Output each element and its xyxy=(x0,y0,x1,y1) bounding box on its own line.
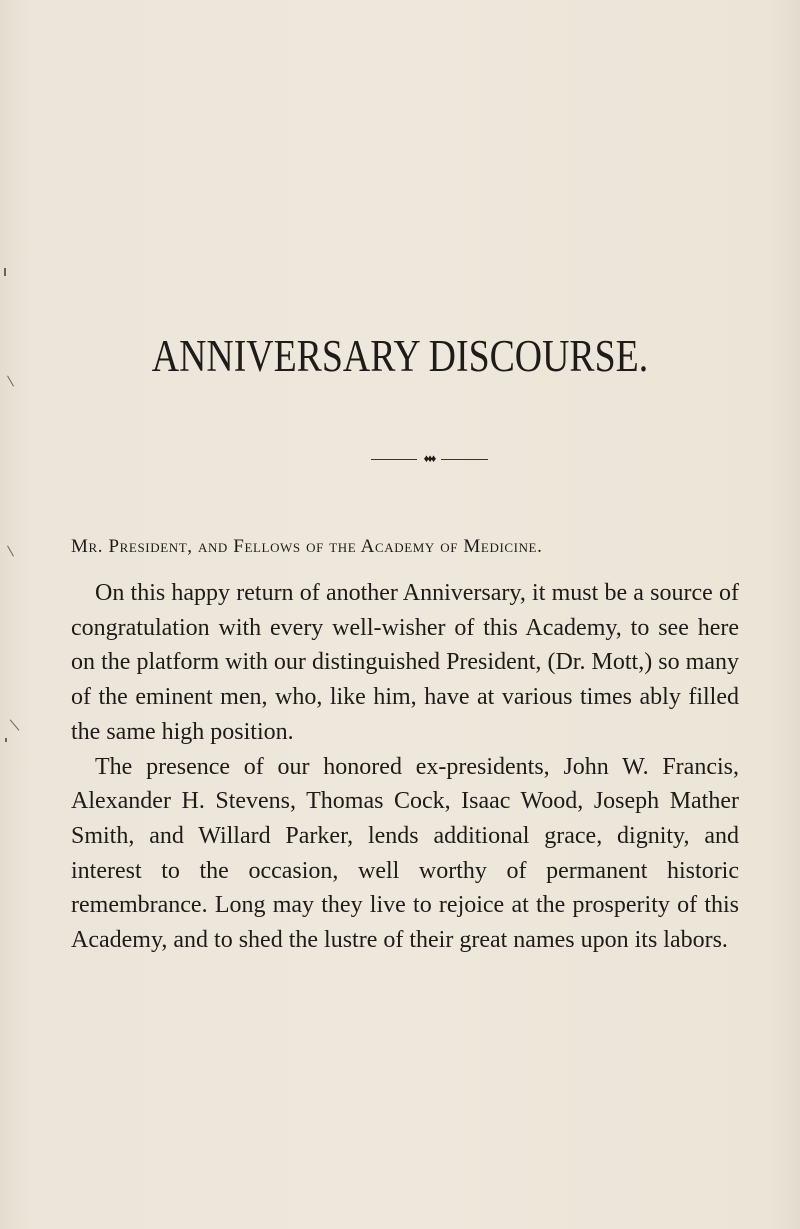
divider-line-left xyxy=(371,459,417,460)
margin-mark xyxy=(7,546,14,557)
paragraph-2: The presence of our honored ex-presidents, John W. Francis, Alexander H. Stevens, Thomas Cock, Isaac Wood, Joseph Mather Smith, and Willard Parker, lends additional grace, dignity, and interest to the occasion, well worthy of permanent historic remembrance. Long may they live to rejoice at the prosperity of this Academy, and to shed the lustre of their great names upon its labors. xyxy=(71,753,739,954)
page-title: ANNIVERSARY DISCOURSE. xyxy=(151,331,649,381)
title-divider xyxy=(371,452,488,472)
body-text xyxy=(71,576,739,958)
divider-line-right xyxy=(441,459,488,460)
margin-mark xyxy=(5,738,7,742)
margin-mark xyxy=(10,719,20,730)
divider-ornament: ♦♦♦ xyxy=(423,453,435,465)
margin-mark xyxy=(4,268,6,276)
salutation: Mr. President, and Fellows of the Academy of Medicine. xyxy=(71,536,543,557)
paragraph-1: On this happy return of another Anniversary, it must be a source of congratulation with every well-wisher of this Academy, to see here on the platform with our distinguished President, (Dr. Mott,) so many of the eminent men, who, like him, have at various times ably filled the same high position. xyxy=(71,580,739,745)
margin-mark xyxy=(7,376,14,387)
